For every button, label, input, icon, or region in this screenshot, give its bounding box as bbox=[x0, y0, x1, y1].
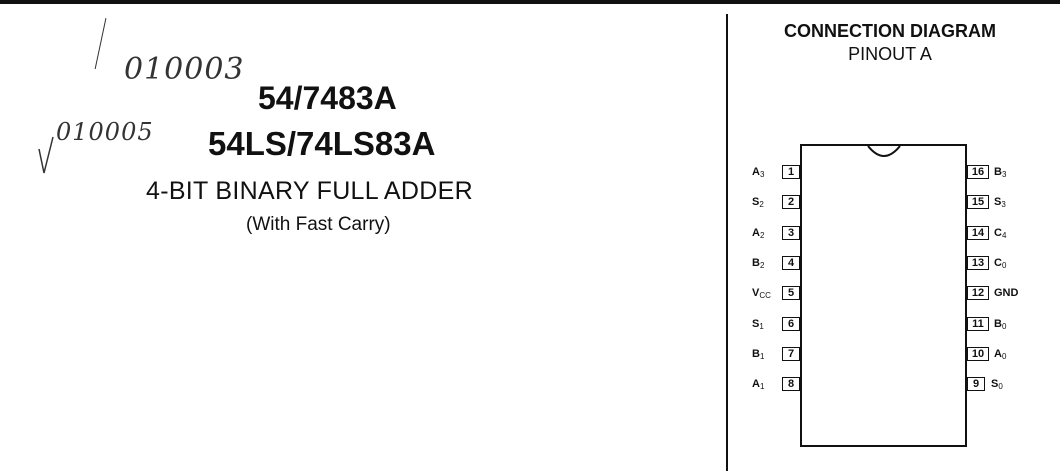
pin-number: 8 bbox=[782, 377, 800, 391]
part-number-2: 54LS/74LS83A bbox=[208, 125, 436, 162]
pin-label bbox=[752, 195, 764, 210]
pin-signal-name: A bbox=[752, 166, 760, 178]
handwritten-code-1: 010003 bbox=[124, 52, 245, 87]
pin-number: 15 bbox=[967, 195, 989, 209]
handwritten-code-2: 010005 bbox=[56, 118, 154, 146]
part-number-1: 54/7483A bbox=[258, 80, 397, 116]
pin-signal-subscript: 4 bbox=[1001, 230, 1007, 240]
pin-label bbox=[994, 256, 1006, 271]
pin-signal-name: S bbox=[752, 317, 760, 330]
pin-label bbox=[752, 165, 764, 180]
pin-number: 10 bbox=[967, 347, 989, 361]
pin-signal-name: A bbox=[752, 378, 760, 391]
pin-signal-subscript: 3 bbox=[759, 170, 765, 179]
handwritten-check-icon bbox=[38, 135, 54, 175]
pin-number: 3 bbox=[782, 226, 800, 240]
pin-signal-name: GND bbox=[994, 287, 1019, 300]
pin-signal-subscript: 3 bbox=[1001, 200, 1006, 210]
pin-signal-name: S bbox=[994, 196, 1002, 209]
device-note: (With Fast Carry) bbox=[246, 214, 391, 235]
pin-number: 11 bbox=[967, 317, 989, 331]
handwritten-stroke bbox=[95, 18, 111, 70]
pin-label bbox=[994, 347, 1006, 362]
pin-signal-name: S bbox=[752, 196, 760, 209]
pin-label bbox=[752, 347, 764, 362]
pin-signal-name: V bbox=[752, 287, 760, 300]
pin-signal-name: A bbox=[994, 347, 1002, 360]
pin-signal-subscript: 2 bbox=[759, 230, 765, 240]
pin1-notch-icon bbox=[864, 144, 904, 158]
pin-number: 16 bbox=[967, 165, 989, 179]
pin-signal-subscript: 0 bbox=[1001, 351, 1007, 361]
pin-number: 2 bbox=[782, 195, 800, 209]
pin-signal-subscript: 0 bbox=[1001, 321, 1007, 331]
pin-signal-subscript: 3 bbox=[1001, 170, 1007, 179]
pin-signal-name: C bbox=[994, 256, 1002, 269]
pin-signal-name: S bbox=[991, 378, 999, 391]
pin-label bbox=[752, 377, 764, 392]
pin-signal-name: A bbox=[752, 226, 760, 239]
pin-signal-name: C bbox=[994, 226, 1002, 239]
pin-label bbox=[752, 317, 764, 332]
pin-signal-name: B bbox=[994, 317, 1002, 330]
pin-label bbox=[994, 165, 1006, 180]
column-divider bbox=[726, 14, 728, 471]
pin-signal-subscript: 1 bbox=[759, 382, 765, 392]
pin-number: 4 bbox=[782, 256, 800, 270]
connection-diagram-title: CONNECTION DIAGRAM bbox=[784, 21, 996, 41]
ic-package-body bbox=[800, 144, 967, 447]
pin-signal-subscript: 1 bbox=[759, 351, 765, 361]
pin-number: 1 bbox=[782, 165, 800, 179]
pin-signal-name: B bbox=[752, 256, 760, 269]
pin-number: 13 bbox=[967, 256, 989, 270]
pin-label bbox=[994, 226, 1006, 241]
pin-number: 12 bbox=[967, 286, 989, 300]
pin-number: 6 bbox=[782, 317, 800, 331]
pin-signal-subscript: 1 bbox=[759, 321, 764, 331]
connection-diagram-subtitle: PINOUT A bbox=[848, 44, 932, 64]
pin-label bbox=[752, 256, 764, 271]
pin-signal-name: B bbox=[752, 347, 760, 360]
pin-signal-subscript: 2 bbox=[759, 260, 765, 270]
device-description: 4-BIT BINARY FULL ADDER bbox=[146, 177, 473, 205]
pin-signal-subscript: 0 bbox=[1001, 260, 1007, 270]
pin-signal-name: B bbox=[994, 166, 1002, 178]
pin-label bbox=[994, 317, 1006, 332]
pin-label bbox=[994, 195, 1006, 210]
pin-signal-subscript: 2 bbox=[759, 200, 764, 210]
pin-label bbox=[752, 286, 771, 301]
pin-signal-subscript: CC bbox=[759, 291, 771, 301]
pin-label bbox=[991, 377, 1003, 392]
pin-number: 5 bbox=[782, 286, 800, 300]
top-rule bbox=[0, 0, 1060, 4]
pin-signal-subscript: 0 bbox=[998, 382, 1003, 392]
pin-label bbox=[994, 286, 1018, 300]
pin-number: 14 bbox=[967, 226, 989, 240]
pin-number: 9 bbox=[967, 377, 985, 391]
pin-number: 7 bbox=[782, 347, 800, 361]
pin-label bbox=[752, 226, 764, 241]
